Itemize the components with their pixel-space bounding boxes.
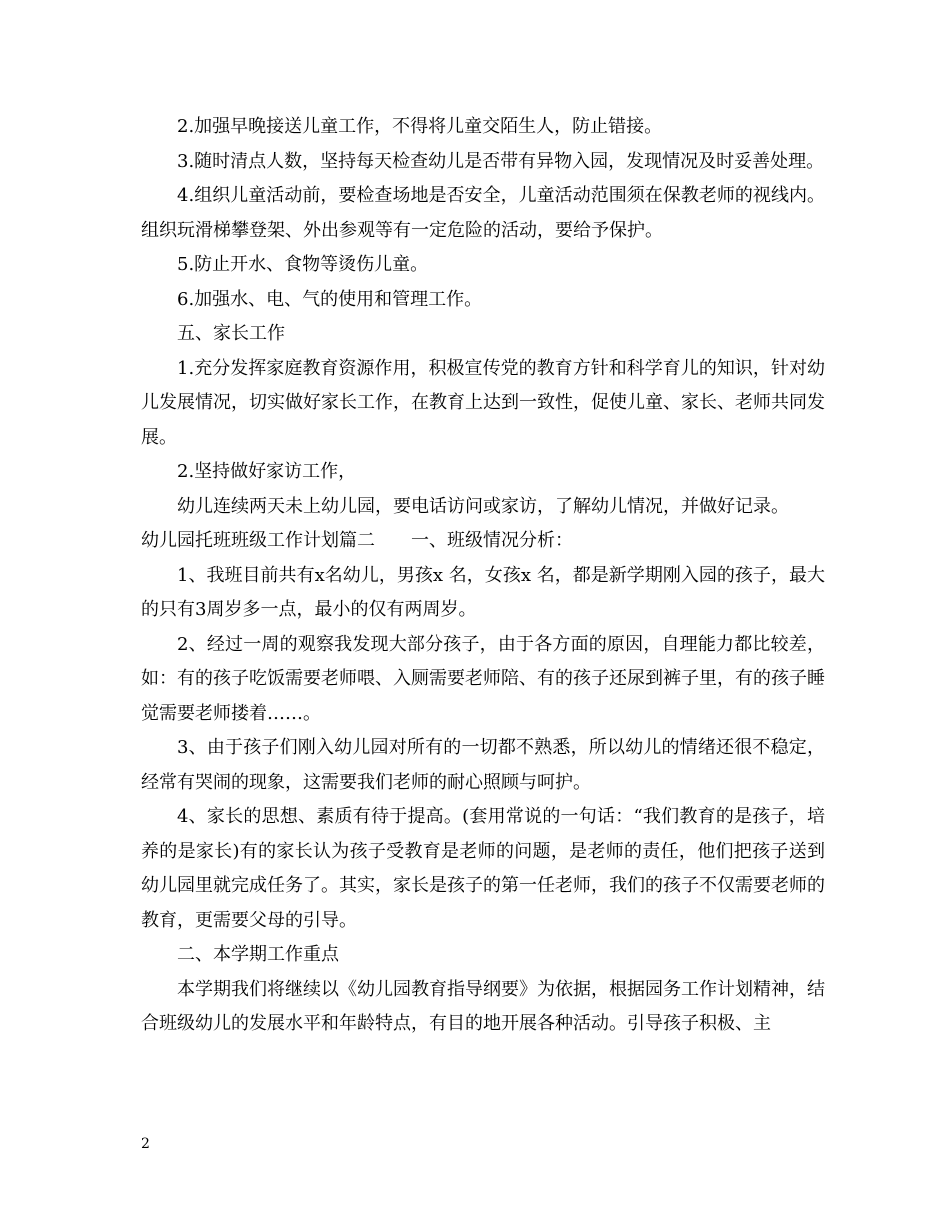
paragraph-safety-4: 4.组织儿童活动前，要检查场地是否安全，儿童活动范围须在保教老师的视线内。组织玩滑梯攀登架、外出参观等有一定危险的活动，要给予保护。 [141, 185, 825, 241]
paragraph-parent-1: 1.充分发挥家庭教育资源作用，积极宣传党的教育方针和科学育儿的知识，针对幼儿发展情况，切实做好家长工作，在教育上达到一致性，促使儿童、家长、老师共同发展。 [141, 357, 825, 448]
paragraph-safety-5: 5.防止开水、食物等烫伤儿童。 [177, 254, 429, 275]
paragraph-focus: 本学期我们将继续以《幼儿园教育指导纲要》为依据，根据园务工作计划精神，结合班级幼儿的发展水平和年龄特点，有目的地开展各种活动。引导孩子积极、主 [141, 978, 825, 1034]
paragraph-safety-3: 3.随时清点人数，坚持每天检查幼儿是否带有异物入园，发现情况及时妥善处理。 [177, 150, 825, 172]
paragraph-class-2: 2、经过一周的观察我发现大部分孩子，由于各方面的原因，自理能力都比较差，如：有的孩子吃饭需要老师喂、入厕需要老师陪、有的孩子还尿到裤子里，有的孩子睡觉需要老师搂着……。 [141, 633, 825, 724]
paragraph-parent-2: 2.坚持做好家访工作， [177, 461, 357, 482]
paragraph-home-visit: 幼儿连续两天未上幼儿园，要电话访问或家访，了解幼儿情况，并做好记录。 [177, 495, 789, 517]
paragraph-class-3: 3、由于孩子们刚入幼儿园对所有的一切都不熟悉，所以幼儿的情绪还很不稳定，经常有哭闹的现象，这需要我们老师的耐心照顾与呵护。 [141, 737, 825, 793]
chapter-heading-part-two: 幼儿园托班班级工作计划篇二 一、班级情况分析： [141, 530, 573, 551]
paragraph-safety-6: 6.加强水、电、气的使用和管理工作。 [177, 288, 483, 310]
paragraph-class-4: 4、家长的思想、素质有待于提高。(套用常说的一句话：“我们教育的是孩子，培养的是家长)有的家长认为孩子受教育是老师的问题，是老师的责任，他们把孩子送到幼儿园里就完成任务了。其实，家长是孩子的第一任老师，我们的孩子不仅需要老师的教育，更需要父母的引导。 [141, 806, 825, 931]
body-text [141, 110, 825, 1042]
page-number: 2 [141, 1136, 150, 1152]
paragraph-safety-2: 2.加强早晚接送儿童工作，不得将儿童交陌生人，防止错接。 [177, 116, 663, 137]
section-heading-focus: 二、本学期工作重点 [177, 944, 339, 965]
section-heading-parent-work: 五、家长工作 [177, 323, 285, 344]
paragraph-class-1: 1、我班目前共有x名幼儿，男孩x 名，女孩x 名，都是新学期刚入园的孩子，最大的只有3周岁多一点，最小的仅有两周岁。 [141, 564, 825, 620]
